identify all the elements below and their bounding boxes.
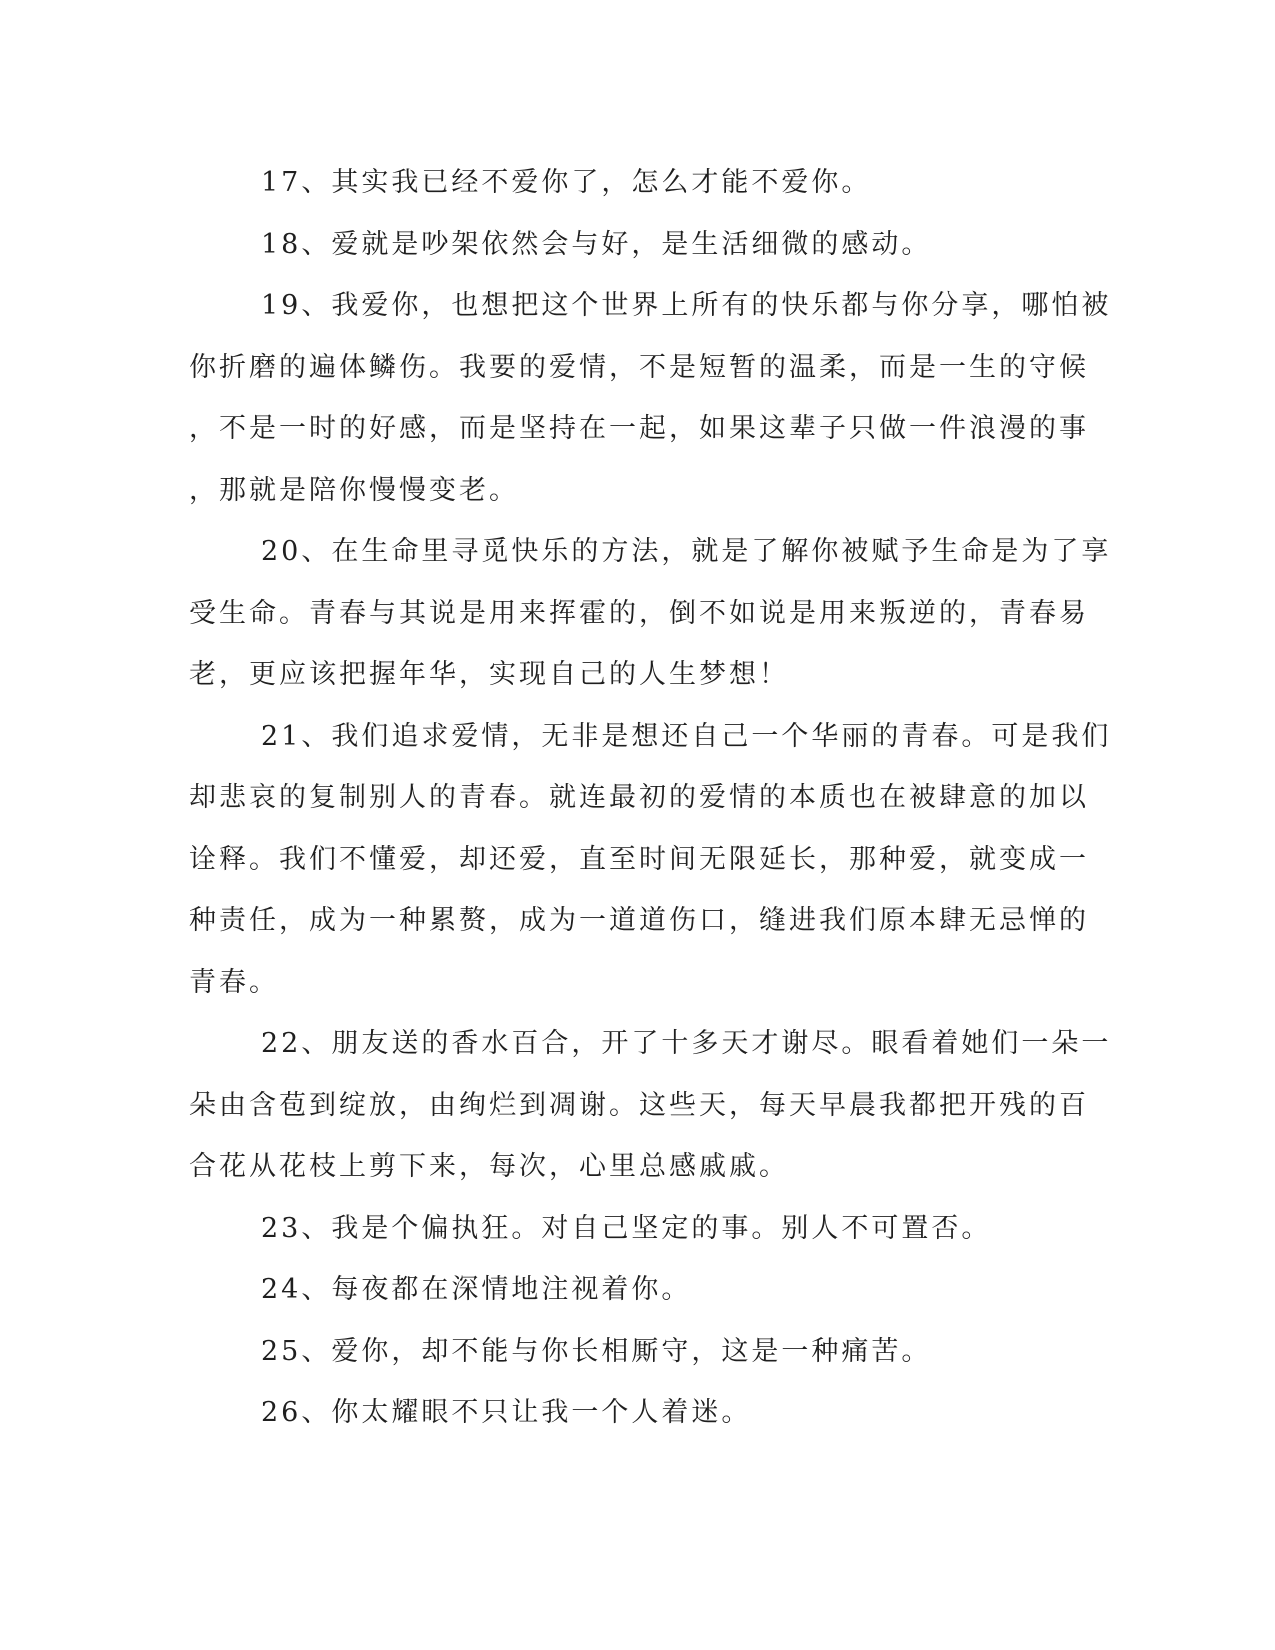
paragraph-17-line-1: 17、其实我已经不爱你了，怎么才能不爱你。	[261, 167, 872, 198]
paragraph-19-line-3: ，不是一时的好感，而是坚持在一起，如果这辈子只做一件浪漫的事	[189, 413, 1089, 444]
paragraph-20-line-3: 老，更应该把握年华，实现自己的人生梦想！	[189, 659, 789, 690]
paragraph-22-line-1: 22、朋友送的香水百合，开了十多天才谢尽。眼看着她们一朵一	[261, 1028, 1112, 1059]
paragraph-26-line-1: 26、你太耀眼不只让我一个人着迷。	[261, 1397, 752, 1428]
paragraph-21-line-1: 21、我们追求爱情，无非是想还自己一个华丽的青春。可是我们	[261, 720, 1112, 752]
paragraph-22-line-3: 合花从花枝上剪下来，每次，心里总感戚戚。	[189, 1151, 789, 1182]
paragraph-21-line-3: 诠释。我们不懂爱，却还爱，直至时间无限延长，那种爱，就变成一	[189, 843, 1089, 875]
paragraph-18-line-1: 18、爱就是吵架依然会与好，是生活细微的感动。	[261, 228, 932, 260]
paragraph-19-line-4: ，那就是陪你慢慢变老。	[189, 474, 519, 506]
paragraph-25-line-1: 25、爱你，却不能与你长相厮守，这是一种痛苦。	[261, 1335, 932, 1367]
paragraph-21-line-2: 却悲哀的复制别人的青春。就连最初的爱情的本质也在被肆意的加以	[189, 782, 1089, 813]
paragraph-20-line-2: 受生命。青春与其说是用来挥霍的，倒不如说是用来叛逆的，青春易	[189, 597, 1089, 629]
paragraph-20-line-1: 20、在生命里寻觅快乐的方法，就是了解你被赋予生命是为了享	[261, 536, 1112, 567]
paragraph-19-line-2: 你折磨的遍体鳞伤。我要的爱情，不是短暂的温柔，而是一生的守候	[189, 351, 1089, 383]
paragraph-21-line-4: 种责任，成为一种累赘，成为一道道伤口，缝进我们原本肆无忌惮的	[189, 905, 1089, 936]
paragraph-22-line-2: 朵由含苞到绽放，由绚烂到凋谢。这些天，每天早晨我都把开残的百	[189, 1089, 1089, 1121]
paragraph-23-line-1: 23、我是个偏执狂。对自己坚定的事。别人不可置否。	[261, 1212, 992, 1244]
paragraph-19-line-1: 19、我爱你，也想把这个世界上所有的快乐都与你分享，哪怕被	[261, 290, 1112, 321]
document-body	[189, 152, 1112, 1444]
paragraph-21-line-5: 青春。	[189, 966, 279, 998]
paragraph-24-line-1: 24、每夜都在深情地注视着你。	[261, 1274, 692, 1305]
